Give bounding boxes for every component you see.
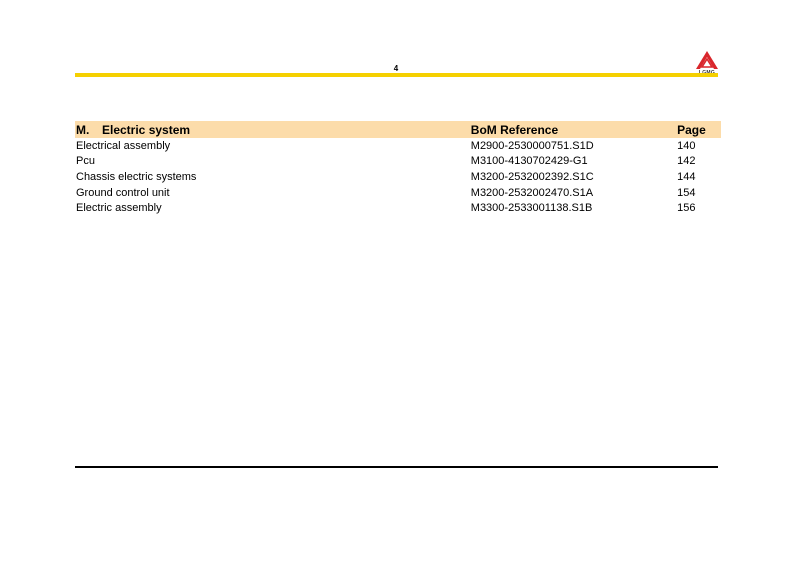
- row-name: Electric assembly: [76, 202, 162, 215]
- section-title: Electric system: [102, 122, 191, 137]
- row-bom-reference: M3100-4130702429-G1: [470, 155, 588, 168]
- table-header-row: [75, 121, 721, 138]
- table-row: [75, 185, 721, 201]
- section-letter: M.: [76, 122, 90, 137]
- row-page: 142: [677, 155, 696, 168]
- row-bom-reference: M2900-2530000751.S1D: [470, 139, 594, 152]
- row-bom-reference: M3200-2532002392.S1C: [470, 170, 594, 183]
- page-header: Page: [676, 121, 721, 138]
- table-row: [75, 138, 721, 154]
- table-row: [75, 169, 721, 185]
- row-page: 144: [677, 170, 696, 183]
- bom-reference-header: BoM Reference: [470, 121, 676, 138]
- row-bom-reference: M3300-2533001138.S1B: [470, 202, 593, 215]
- row-name: Chassis electric systems: [76, 170, 197, 183]
- footer-rule: [75, 466, 718, 468]
- row-page: 156: [677, 202, 696, 215]
- toc-table: [75, 121, 721, 216]
- row-page: 140: [677, 139, 696, 152]
- header-rule: [75, 73, 718, 77]
- row-name: Ground control unit: [76, 186, 170, 199]
- row-name: Pcu: [76, 155, 95, 168]
- row-name: Electrical assembly: [76, 139, 171, 152]
- table-row: [75, 154, 721, 170]
- page-number: 4: [393, 64, 399, 73]
- section-heading: [75, 121, 470, 138]
- row-bom-reference: M3200-2532002470.S1A: [470, 186, 594, 199]
- logo-mark-icon: [693, 50, 721, 72]
- row-page: 154: [677, 186, 696, 199]
- table-row: [75, 200, 721, 216]
